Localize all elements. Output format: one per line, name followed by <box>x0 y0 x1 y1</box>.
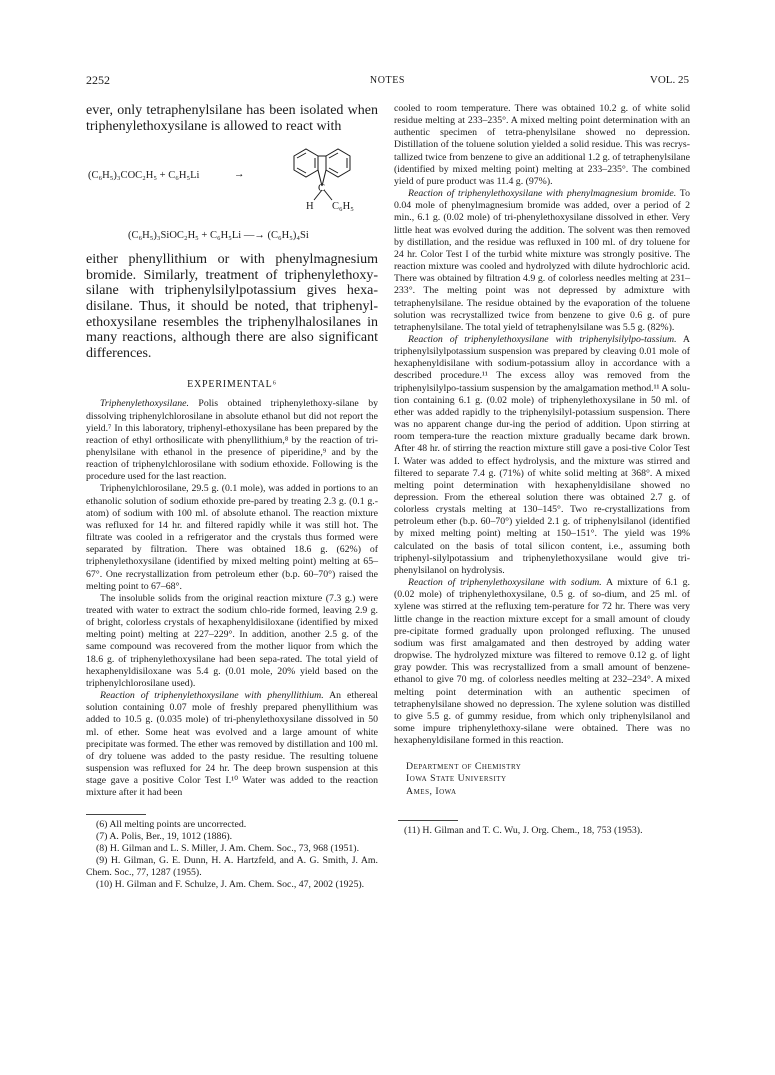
paragraph-text: Triphenylchlorosilane, 29.5 g. (0.1 mole), was added in portions to an ethanolic solution of sodium ethoxide pre-pared by treating 2.3 g. (0.1 g.-atom) of sodium with 100 ml. of absolute ethanol. The reaction mixture was refluxed for 14 hr. and filtered rapidly while it was still hot. The filtrate was cooled in a refrigerator and the crystals thus formed were separated by filtration. There was obtained 18.6 g. (62%) of triphenylethoxysilane (identified by mixed melting point) melting at 65–67°. One recrystallization from petroleum ether (b.p. 60–70°) raised the melting point to 67–68°. <box>86 483 378 592</box>
address-line: Department of Chemistry <box>406 761 522 773</box>
address-line: Ames, Iowa <box>406 785 457 797</box>
paragraph-text: Polis obtained triphenylethoxy-silane by dissolving triphenylchlorosilane in absolute ethanol but did not report the yield.⁷ In this laboratory, triphenyl-ethoxysilane has been prepared by the reaction of ethyl orthosilicate with phenyllithium,⁸ by the reaction of tri-phenylsilane with ethanol in the presence of piperidine,⁹ and by the reaction of triphenylchlorosilane with sodium ethoxide. Following is the procedure used for the last reaction. <box>86 398 378 483</box>
reaction1-reactants: (C₆H₅)₃COC₂H₅ + C₆H₅Li <box>88 170 200 182</box>
section-title: NOTES <box>369 75 406 86</box>
left-column <box>86 103 378 891</box>
footnote-11: (11) H. Gilman and T. C. Wu, J. Org. Chem., 18, 753 (1953). <box>404 824 643 836</box>
footnote-rule <box>86 814 378 815</box>
experimental-paragraph <box>86 398 378 483</box>
paragraph-run-in-heading: Reaction of triphenylethoxysilane with phenylmagnesium bromide. <box>408 188 677 200</box>
footnote: (8) H. Gilman and L. S. Miller, J. Am. Chem. Soc., 73, 968 (1951). <box>96 842 360 854</box>
experimental-paragraph <box>86 690 378 799</box>
left-paragraphs <box>86 398 378 799</box>
footnote: (6) All melting points are uncorrected. <box>96 818 247 830</box>
running-header <box>86 73 689 87</box>
experimental-paragraph <box>394 103 690 188</box>
reaction-scheme <box>86 134 378 252</box>
paragraph-run-in-heading: Triphenylethoxysilane. <box>100 398 189 410</box>
experimental-paragraph <box>86 483 378 592</box>
experimental-paragraph <box>86 593 378 690</box>
paragraph-run-in-heading: Reaction of triphenylethoxysilane with sodium. <box>408 577 602 589</box>
footnote-rule-right <box>398 820 690 821</box>
paragraph-text: A triphenylsilylpotassium suspension was prepared by cleaving 0.01 mole of hexaphenyldisilane with sodium-potassium alloy in accordance with a described procedure.¹¹ The excess alloy was removed from the triphenylsilylpo-tassium suspension by the amalgamation method.¹¹ A solu-tion containing 6.1 g. (0.02 mole) of triphenylethoxysilane in 50 ml. of ether was added rapidly to the triphenylsilyl-potassium suspension. There was no apparent change dur-ing the period of addition. Upon stirring at room tempera-ture the reaction mixture gradually became dark brown. After 48 hr. of stirring the reaction mixture still gave a posi-tive Color Test I. Water was added to effect hydrolysis, and the mixture was stirred and filtered to separate 7.4 g. (71%) of white solid melting at 368°. A mixed melting point determination with hexaphenyldisilane showed no depression. From the ethereal solution there was obtained 2.7 g. of colorless crystals melting at 130–145°. Two re-crystallizations from petroleum ether (b.p. 60–70°) yielded 2.1 g. of triphenylsilanol (identified by mixed melting point) melting at 150–151°. The yield was 19% calculated on the basis of total silicon content, i.e., assuming both triphenyl-silylpotassium and triphenylethoxysilane would give tri-phenylsilanol on hydrolysis. <box>394 333 690 576</box>
right-column <box>394 103 690 837</box>
footnote: (10) H. Gilman and F. Schulze, J. Am. Chem. Soc., 47, 2002 (1925). <box>96 879 365 891</box>
carbon-label: C <box>318 183 326 195</box>
phenyl-label: C₆H₅ <box>332 201 354 213</box>
experimental-paragraph <box>394 188 690 334</box>
page-number: 2252 <box>86 73 110 87</box>
experimental-paragraph <box>394 334 690 577</box>
paragraph-text: To 0.04 mole of phenylmagnesium bromide was added, over a period of 2 min., 6.1 g. (0.02 mole) of tri-phenylethoxysilane dissolved in ether. Very little heat was evolved during the addition. The solvent was then removed by distillation, and the residue was refluxed in 100 ml. of dry toluene for 24 hr. Color Test I of the turbid white mixture was strongly positive. The reaction mixture was cooled and hydrolyzed with dilute hydrochloric acid. There was obtained by filtration 4.9 g. of colorless needles melting at 231–233°. The melting point was not depressed by admixture with tetraphenylsilane. The residue obtained by the evaporation of the toluene solution was recrystallized twice from benzene to give 0.6 g. of pure tetraphenylsilane. The total yield of tetraphenylsilane was 5.5 g. (82%). <box>394 188 690 333</box>
paragraph-text: An ethereal solution containing 0.07 mole of freshly prepared phenyllithium was added to 10.5 g. (0.035 mole) of tri-phenylethoxysilane dissolved in 50 ml. of ether. Some heat was evolved and a large amount of white precipitate was formed. The ether was removed by distillation and 100 ml. of dry toluene was added to the pasty residue. The resulting toluene suspension was refluxed for 24 hr. The deep brown suspension at this stage gave a positive Color Test I.¹⁰ Water was added to the reaction mixture after it had been <box>86 690 378 799</box>
paragraph-text: cooled to room temperature. There was obtained 10.2 g. of white solid residue melting at 233–235°. A mixed melting point determination with an authentic specimen of tetra-phenylsilane showed no depression. Distillation of the toluene solution yielded a solid residue. This was recrys-tallized twice from benzene to give an additional 1.2 g. of tetraphenylsilane (identified by mixed melting point) melting at 233–235°. The combined yield of pure product was 11.4 g. (97%). <box>394 103 690 187</box>
right-paragraphs <box>394 103 690 747</box>
author-address <box>406 761 690 798</box>
paragraph-text: A mixture of 6.1 g. (0.02 mole) of triphenylethoxysilane, 0.5 g. of so-dium, and 25 ml. of xylene was stirred at the refluxing tem-perature for 72 hr. There was very little change in the reaction mixture except for a small amount of cloudy pre-cipitate formed gradually upon prolonged refluxing. The unused sodium was first amalgamated and then destroyed by adding water dropwise. The hydrolyzed mixture was filtered to remove 0.12 g. of light gray powder. This was recrystallized from a small amount of benzene-ethanol to give 70 mg. of colorless needles melting at 232–234°. A mixed melting point determination with an authentic specimen of tetraphenylsilane showed no depression. The xylene solution was distilled to give 5.5 g. of gummy residue, from which only triphenylsilanol and some impure triphenylethoxy-silane were obtained. There was no hexaphenyldisilane formed in this reaction. <box>394 577 690 747</box>
left-footnotes <box>86 819 378 892</box>
hydrogen-label: H <box>306 201 314 213</box>
reaction2-equation: (C₆H₅)₃SiOC₂H₅ + C₆H₅Li —→ (C₆H₅)₄Si <box>128 230 309 242</box>
experimental-heading: EXPERIMENTAL⁶ <box>187 379 277 391</box>
paragraph-run-in-heading: Reaction of triphenylethoxysilane with phenyllithium. <box>100 690 324 702</box>
intro-continuation: either phenyllithium or with phenylmagnesium bromide. Similarly, treatment of triphenylethoxy-silane with triphenylsilylpotassium gives hexa-disilane. Thus, it should be noted, that triphenyl-ethoxysilane resembles the triphenylhalosilanes in many reactions, although there are also significant differences. <box>86 252 378 361</box>
paragraph-text: The insoluble solids from the original reaction mixture (7.3 g.) were treated with water to extract the sodium chlo-ride formed, leaving 2.9 g. of bright, colorless crystals of hexaphenyldisiloxane (identified by mixed melting point) melting at 227–229°. In addition, another 2.5 g. of the same compound was recovered from the mother liquor from which the 18.6 g. of triphenylethoxysilane had been sepa-rated. The total yield of hexaphenyldisiloxane was 5.4 g. (0.01 mole, 20% yield based on the triphenylchlorosilane used). <box>86 592 378 689</box>
footnote: (7) A. Polis, Ber., 19, 1012 (1886). <box>96 830 233 842</box>
intro-text: ever, only tetraphenylsilane has been isolated when triphenylethoxysilane is allowed to react with <box>86 103 378 134</box>
address-line: Iowa State University <box>406 773 507 785</box>
footnote: (9) H. Gilman, G. E. Dunn, H. A. Hartzfeld, and A. G. Smith, J. Am. Chem. Soc., 77, 1287 (1955). <box>86 854 378 879</box>
experimental-paragraph <box>394 577 690 747</box>
paragraph-run-in-heading: Reaction of triphenylethoxysilane with triphenylsilylpo-tassium. <box>408 333 677 345</box>
reaction1-arrow: → <box>234 169 245 181</box>
volume-label: VOL. 25 <box>649 74 689 86</box>
